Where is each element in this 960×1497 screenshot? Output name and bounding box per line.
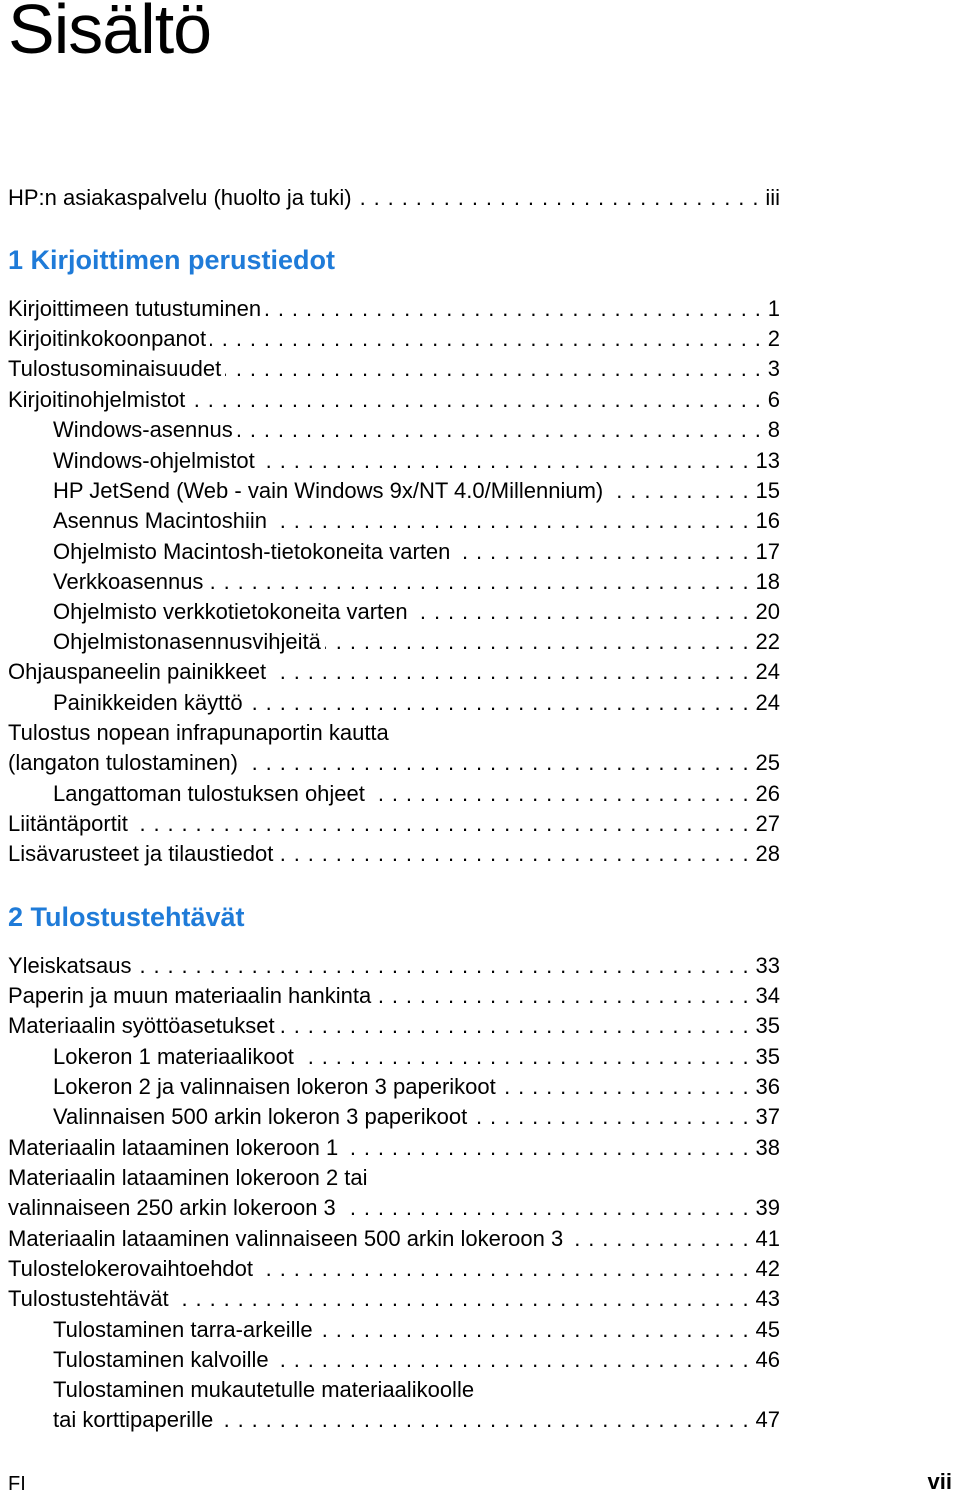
toc-entry-label: HP:n asiakaspalvelu (huolto ja tuki) xyxy=(8,185,352,210)
toc-entry[interactable] xyxy=(53,1042,780,1072)
dot-leader xyxy=(259,446,750,476)
toc-entry-label: Yleiskatsaus xyxy=(8,953,132,978)
toc-entry-page: 39 xyxy=(755,1195,780,1220)
toc-entry-label: Kirjoitinkokoonpanot xyxy=(8,326,207,351)
dot-leader xyxy=(210,324,762,354)
toc-entry[interactable] xyxy=(8,294,780,324)
toc-entry[interactable] xyxy=(8,809,780,839)
toc-entry-label: Tulostus nopean infrapunaportin kautta xyxy=(8,720,389,745)
toc-entry-label: Ohjauspaneelin painikkeet xyxy=(8,659,267,684)
chapter-heading[interactable]: 2 Tulostustehtävät xyxy=(8,902,245,932)
toc-entry[interactable] xyxy=(8,1284,780,1314)
toc-entry-page: iii xyxy=(765,185,780,210)
toc-entry-page: 8 xyxy=(767,417,780,442)
toc-entry-label: Materiaalin lataaminen lokeroon 1 xyxy=(8,1135,339,1160)
dot-leader xyxy=(500,1072,750,1102)
dot-leader xyxy=(189,385,761,415)
toc-entry-page: 35 xyxy=(755,1044,780,1069)
toc-entry-label: Kirjoittimeen tutustuminen xyxy=(8,296,262,321)
toc-entry-page: 17 xyxy=(755,539,780,564)
toc-entry[interactable] xyxy=(53,597,780,627)
toc-entry[interactable] xyxy=(53,415,780,445)
dot-leader xyxy=(277,839,749,869)
toc-entry-label: Lisävarusteet ja tilaustiedot xyxy=(8,841,274,866)
dot-leader xyxy=(270,657,749,687)
toc-entry-label: Langattoman tulostuksen ohjeet xyxy=(53,781,365,806)
dot-leader xyxy=(567,1224,749,1254)
footer-page-number: vii xyxy=(927,1469,952,1494)
toc-entry[interactable] xyxy=(8,657,780,687)
dot-leader xyxy=(298,1042,750,1072)
toc-entry[interactable] xyxy=(8,183,780,213)
toc-entry-page: 36 xyxy=(755,1074,780,1099)
toc-entry[interactable] xyxy=(53,688,780,718)
dot-leader xyxy=(412,597,750,627)
toc-entry[interactable] xyxy=(8,385,780,415)
toc-entry-label: Ohjelmistonasennusvihjeitä xyxy=(53,629,321,654)
toc-entry-label: Kirjoitinohjelmistot xyxy=(8,387,186,412)
toc-entry-page: 22 xyxy=(755,629,780,654)
toc-entry-page: 43 xyxy=(755,1286,780,1311)
toc-entry-page: 24 xyxy=(755,690,780,715)
dot-leader xyxy=(340,1193,750,1223)
toc-entry-page: 46 xyxy=(755,1347,780,1372)
toc-entry[interactable] xyxy=(53,1405,780,1435)
toc-entry[interactable] xyxy=(8,1163,780,1193)
toc-entry[interactable] xyxy=(8,1011,780,1041)
dot-leader xyxy=(317,1315,750,1345)
toc-entry-label: Materiaalin lataaminen lokeroon 2 tai xyxy=(8,1165,368,1190)
toc-entry-label: Tulostaminen mukautetulle materiaalikoolle xyxy=(53,1377,475,1402)
dot-leader xyxy=(325,627,750,657)
toc-entry-label: HP JetSend (Web - vain Windows 9x/NT 4.0/Millennium) xyxy=(53,478,604,503)
toc-entry-page: 3 xyxy=(767,356,780,381)
toc-entry[interactable] xyxy=(53,567,780,597)
toc-entry-page: 27 xyxy=(755,811,780,836)
toc-entry[interactable] xyxy=(8,839,780,869)
toc-entry-label: Materiaalin syöttöasetukset xyxy=(8,1013,275,1038)
toc-entry-page: 26 xyxy=(755,781,780,806)
toc-entry-page: 15 xyxy=(755,478,780,503)
toc-entry[interactable] xyxy=(53,779,780,809)
dot-leader xyxy=(173,1284,750,1314)
toc-entry[interactable] xyxy=(53,1315,780,1345)
toc-entry-page: 2 xyxy=(767,326,780,351)
toc-entry[interactable] xyxy=(8,354,780,384)
toc-entry-label: Tulostaminen tarra-arkeille xyxy=(53,1317,313,1342)
toc-entry-label: Tulostaminen kalvoille xyxy=(53,1347,269,1372)
toc-entry[interactable] xyxy=(53,1102,780,1132)
toc-entry-label: Ohjelmisto verkkotietokoneita varten xyxy=(53,599,408,624)
dot-leader xyxy=(607,476,749,506)
toc-entry-label: Lokeron 2 ja valinnaisen lokeron 3 paperikoot xyxy=(53,1074,496,1099)
dot-leader xyxy=(271,506,750,536)
dot-leader xyxy=(132,809,750,839)
toc-entry-page: 33 xyxy=(755,953,780,978)
toc-entry-page: 16 xyxy=(755,508,780,533)
dot-leader xyxy=(237,415,762,445)
toc-entry[interactable] xyxy=(8,951,780,981)
toc-entry-label: Paperin ja muun materiaalin hankinta xyxy=(8,983,372,1008)
toc-entry[interactable] xyxy=(53,1375,780,1405)
toc-entry[interactable] xyxy=(8,1254,780,1284)
footer-language: FI xyxy=(8,1473,26,1495)
dot-leader xyxy=(207,567,749,597)
toc-entry-page: 38 xyxy=(755,1135,780,1160)
toc-entry-label: Painikkeiden käyttö xyxy=(53,690,243,715)
toc-entry-label: Tulostustehtävät xyxy=(8,1286,169,1311)
toc-entry[interactable] xyxy=(8,1193,780,1223)
toc-entry-page: 25 xyxy=(755,750,780,775)
toc-entry-page: 20 xyxy=(755,599,780,624)
toc-entry-page: 42 xyxy=(755,1256,780,1281)
toc-entry-label: Ohjelmisto Macintosh-tietokoneita varten xyxy=(53,539,451,564)
dot-leader xyxy=(369,779,750,809)
toc-entry-label: Lokeron 1 materiaalikoot xyxy=(53,1044,294,1069)
dot-leader xyxy=(356,183,760,213)
toc-entry-label: Windows-asennus xyxy=(53,417,233,442)
toc-entry[interactable] xyxy=(8,981,780,1011)
dot-leader xyxy=(242,748,750,778)
dot-leader xyxy=(247,688,750,718)
toc-entry[interactable] xyxy=(8,1224,780,1254)
toc-entry-label: Liitäntäportit xyxy=(8,811,128,836)
toc-entry-page: 13 xyxy=(755,448,780,473)
dot-leader xyxy=(136,951,750,981)
toc-entry-label: Windows-ohjelmistot xyxy=(53,448,255,473)
toc-entry-page: 6 xyxy=(767,387,780,412)
toc-entry[interactable] xyxy=(8,718,780,748)
toc-entry-page: 24 xyxy=(755,659,780,684)
dot-leader xyxy=(265,294,762,324)
dot-leader xyxy=(225,354,762,384)
toc-entry-label: Materiaalin lataaminen valinnaiseen 500 arkin lokeroon 3 xyxy=(8,1226,564,1251)
toc-entry-label: Tulostelokerovaihtoehdot xyxy=(8,1256,254,1281)
chapter-heading[interactable]: 1 Kirjoittimen perustiedot xyxy=(8,245,336,275)
toc-entry[interactable] xyxy=(8,324,780,354)
page-title: Sisältö xyxy=(8,0,212,68)
toc-entry-page: 35 xyxy=(755,1013,780,1038)
dot-leader xyxy=(217,1405,749,1435)
toc-entry-page: 37 xyxy=(755,1104,780,1129)
dot-leader xyxy=(273,1345,750,1375)
toc-entry-page: 47 xyxy=(755,1407,780,1432)
toc-entry[interactable] xyxy=(53,537,780,567)
toc-entry[interactable] xyxy=(53,627,780,657)
toc-entry-page: 18 xyxy=(755,569,780,594)
toc-entry-page: 28 xyxy=(755,841,780,866)
toc-entry[interactable] xyxy=(53,476,780,506)
dot-leader xyxy=(454,537,749,567)
toc-entry[interactable] xyxy=(53,446,780,476)
toc-entry-label: Verkkoasennus xyxy=(53,569,204,594)
toc-entry[interactable] xyxy=(8,1133,780,1163)
toc-entry[interactable] xyxy=(53,1072,780,1102)
toc-entry-label: valinnaiseen 250 arkin lokeroon 3 xyxy=(8,1195,336,1220)
toc-entry-page: 45 xyxy=(755,1317,780,1342)
toc-entry-label: Tulostusominaisuudet xyxy=(8,356,222,381)
toc-entry-label: Asennus Macintoshiin xyxy=(53,508,268,533)
toc-entry-label: Valinnaisen 500 arkin lokeron 3 paperikoot xyxy=(53,1104,468,1129)
toc-entry-page: 41 xyxy=(755,1226,780,1251)
toc-entry-page: 1 xyxy=(767,296,780,321)
toc-entry[interactable] xyxy=(53,1345,780,1375)
dot-leader xyxy=(257,1254,750,1284)
dot-leader xyxy=(375,981,749,1011)
toc-entry-label: tai korttipaperille xyxy=(53,1407,214,1432)
toc-entry-page: 34 xyxy=(755,983,780,1008)
dot-leader xyxy=(279,1011,750,1041)
dot-leader xyxy=(342,1133,749,1163)
toc-entry-label: (langaton tulostaminen) xyxy=(8,750,238,775)
toc-entry[interactable] xyxy=(53,506,780,536)
toc-entry[interactable] xyxy=(8,748,780,778)
dot-leader xyxy=(471,1102,749,1132)
